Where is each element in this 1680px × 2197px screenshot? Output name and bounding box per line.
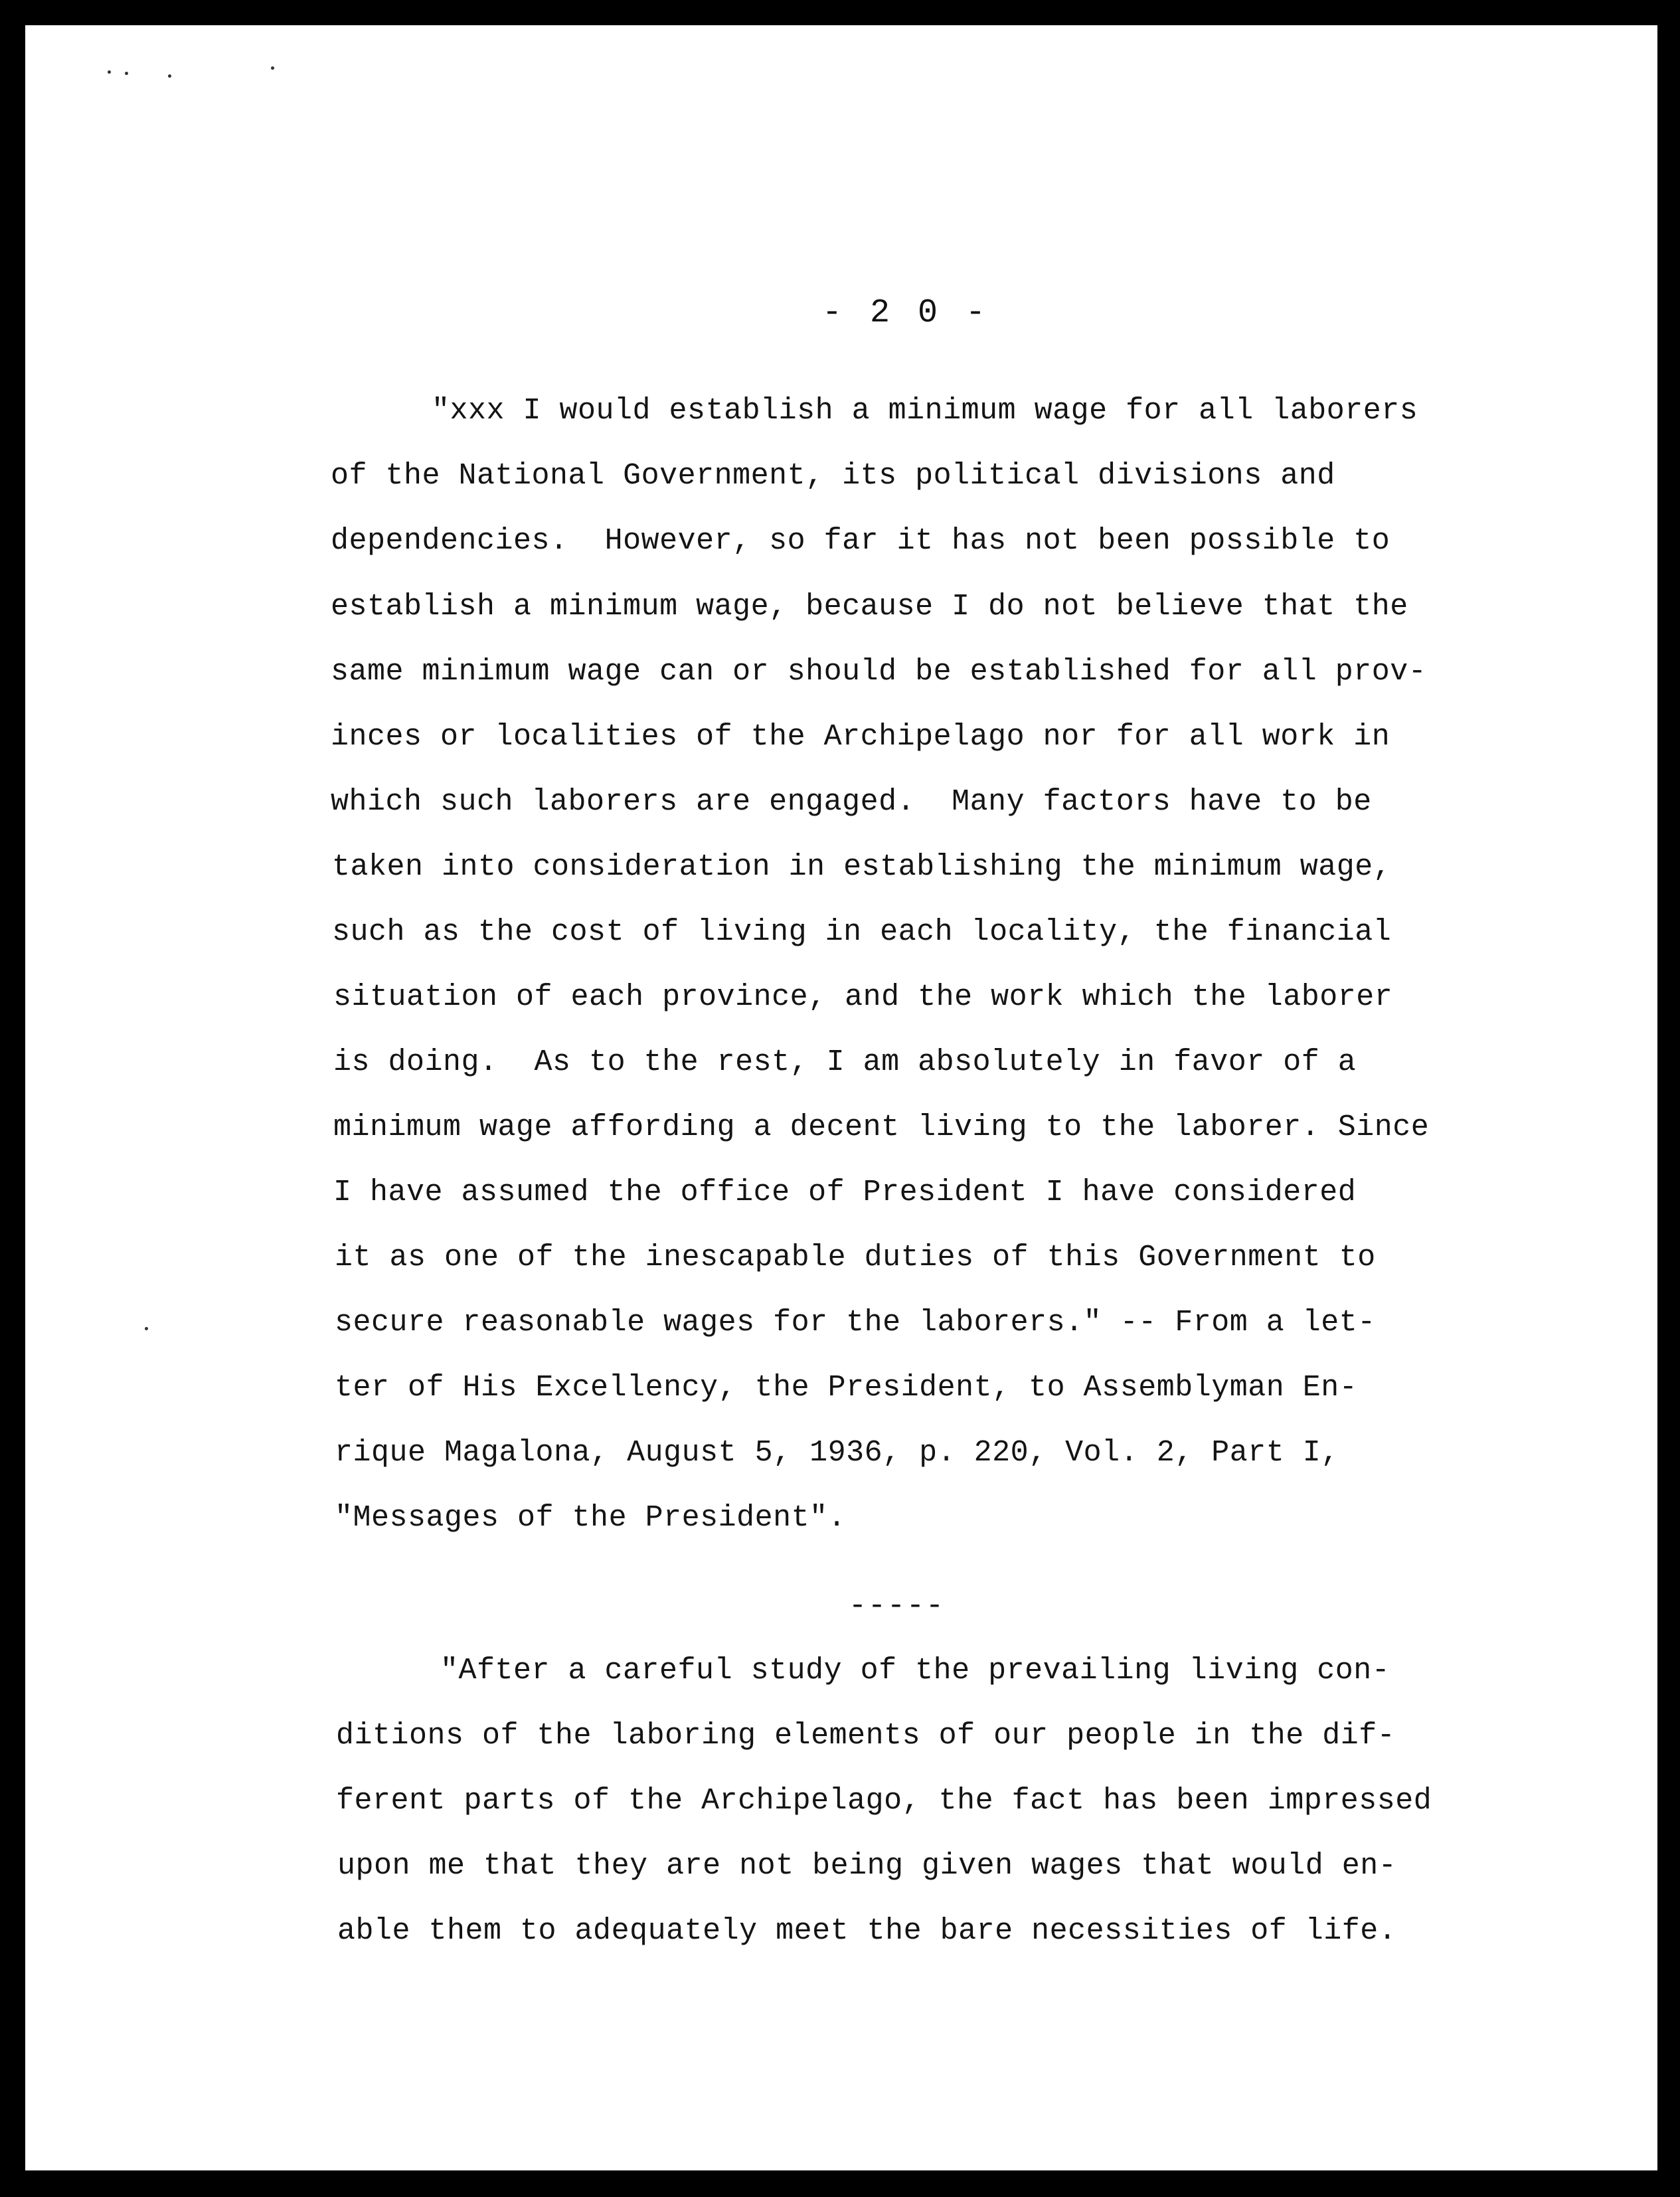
text-line: able them to adequately meet the bare necessities of life.	[337, 1914, 1397, 1948]
scan-speck	[145, 1327, 148, 1330]
text-line: of the National Government, its political divisions and	[331, 459, 1335, 493]
text-line: I have assumed the office of President I have considered	[333, 1176, 1357, 1209]
text-line: dependencies. However, so far it has not been possible to	[331, 524, 1390, 558]
page-number: - 2 0 -	[822, 294, 990, 332]
scan-speck	[108, 70, 111, 74]
text-line: "xxx I would establish a minimum wage for all laborers	[432, 394, 1418, 428]
scan-speck	[168, 74, 171, 78]
text-line: establish a minimum wage, because I do not believe that the	[331, 590, 1408, 624]
text-line: same minimum wage can or should be established for all prov-	[331, 655, 1427, 689]
text-line: situation of each province, and the work which the laborer	[333, 980, 1393, 1014]
section-separator: -----	[849, 1589, 946, 1623]
text-line: secure reasonable wages for the laborers." -- From a let-	[335, 1306, 1376, 1340]
text-line: rique Magalona, August 5, 1936, p. 220, Vol. 2, Part I,	[335, 1436, 1339, 1470]
text-line: upon me that they are not being given wages that would en-	[337, 1849, 1397, 1883]
text-line: "Messages of the President".	[335, 1501, 847, 1535]
text-line: minimum wage affording a decent living to the laborer. Since	[333, 1110, 1430, 1144]
text-line: "After a careful study of the prevailing living con-	[440, 1654, 1390, 1688]
scan-speck	[125, 72, 128, 75]
text-line: it as one of the inescapable duties of this Government to	[335, 1241, 1376, 1274]
text-line: is doing. As to the rest, I am absolutely in favor of a	[333, 1045, 1357, 1079]
text-line: such as the cost of living in each locality, the financial	[332, 915, 1392, 949]
text-line: which such laborers are engaged. Many factors have to be	[331, 785, 1372, 819]
text-line: ter of His Excellency, the President, to Assemblyman En-	[335, 1371, 1358, 1405]
document-page	[25, 25, 1657, 2170]
scan-speck	[271, 66, 274, 70]
text-line: ditions of the laboring elements of our people in the dif-	[336, 1719, 1396, 1753]
text-line: inces or localities of the Archipelago nor for all work in	[331, 720, 1390, 754]
text-line: taken into consideration in establishing the minimum wage,	[332, 850, 1392, 884]
text-line: ferent parts of the Archipelago, the fact has been impressed	[336, 1784, 1432, 1818]
